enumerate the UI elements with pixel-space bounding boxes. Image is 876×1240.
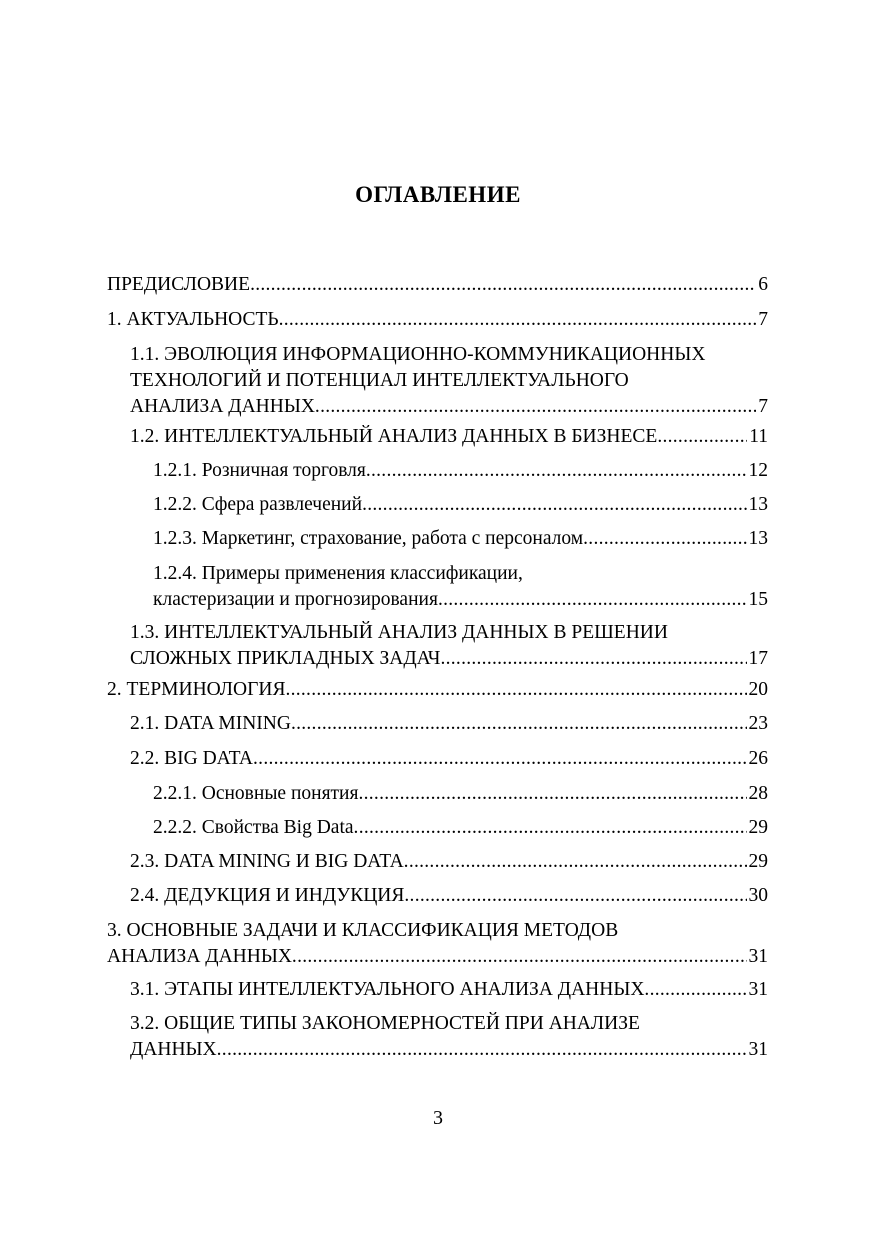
toc-entry-text: 1.2. ИНТЕЛЛЕКТУАЛЬНЫЙ АНАЛИЗ ДАННЫХ В БИЗНЕСЕ xyxy=(130,426,658,447)
toc-entry-subsection-2-2-2[interactable] xyxy=(153,815,768,841)
dot-leader xyxy=(438,587,747,613)
toc-entry-text: АНАЛИЗА ДАННЫХ xyxy=(130,396,315,417)
toc-page-number: 26 xyxy=(748,748,768,769)
toc-entry-text: 3.2. ОБЩИЕ ТИПЫ ЗАКОНОМЕРНОСТЕЙ ПРИ АНАЛИЗЕ xyxy=(130,1013,640,1034)
toc-entry-text: ДАННЫХ xyxy=(130,1039,217,1060)
toc-entry-section-2-2[interactable] xyxy=(130,746,768,772)
toc-entry-subsection-1-2-1[interactable] xyxy=(153,458,768,484)
dot-leader xyxy=(354,815,747,841)
toc-entry-text: 2.4. ДЕДУКЦИЯ И ИНДУКЦИЯ xyxy=(130,885,405,906)
toc-entry-preface[interactable] xyxy=(107,272,768,298)
toc-entry-chapter-1[interactable] xyxy=(107,307,768,333)
dot-leader xyxy=(253,746,746,772)
toc-page-number: 31 xyxy=(748,946,768,967)
dot-leader xyxy=(285,677,746,703)
toc-entry-text: 1.1. ЭВОЛЮЦИЯ ИНФОРМАЦИОННО-КОММУНИКАЦИОННЫХ xyxy=(130,344,706,365)
toc-entry-section-2-3[interactable] xyxy=(130,849,768,875)
dot-leader xyxy=(440,646,746,672)
dot-leader xyxy=(404,883,746,909)
dot-leader xyxy=(358,781,746,807)
toc-page-number: 12 xyxy=(748,460,768,481)
dot-leader xyxy=(362,492,746,518)
toc-page-number: 7 xyxy=(758,396,768,417)
toc-page-number: 31 xyxy=(748,979,768,1000)
dot-leader xyxy=(583,526,746,552)
toc-entry-chapter-2[interactable] xyxy=(107,677,768,703)
dot-leader xyxy=(292,944,747,970)
toc-page-number: 15 xyxy=(748,589,768,610)
toc-entry-section-2-1[interactable] xyxy=(130,711,768,737)
toc-page-number: 6 xyxy=(758,274,768,295)
toc-entry-text: СЛОЖНЫХ ПРИКЛАДНЫХ ЗАДАЧ xyxy=(130,648,441,669)
toc-entry-subsection-1-2-2[interactable] xyxy=(153,492,768,518)
toc-entry-text: 3. ОСНОВНЫЕ ЗАДАЧИ И КЛАССИФИКАЦИЯ МЕТОДОВ xyxy=(107,920,619,941)
toc-page-number: 29 xyxy=(748,851,768,872)
dot-leader xyxy=(250,272,756,298)
toc-entry-text: 2.2.2. Свойства Big Data xyxy=(153,817,354,838)
toc-entry-section-3-2[interactable] xyxy=(130,1011,768,1063)
toc-entry-section-3-1[interactable] xyxy=(130,977,768,1003)
page-title: ОГЛАВЛЕНИЕ xyxy=(355,182,521,207)
toc-page-number: 13 xyxy=(748,528,768,549)
toc-page-number: 20 xyxy=(748,679,768,700)
toc-page-number: 13 xyxy=(748,494,768,515)
toc-entry-section-1-1[interactable] xyxy=(130,342,768,420)
dot-leader xyxy=(217,1037,747,1063)
toc-entry-subsection-1-2-3[interactable] xyxy=(153,526,768,552)
toc-entry-text: 1.2.3. Маркетинг, страхование, работа с персоналом xyxy=(153,528,584,549)
toc-entry-text: 2.3. DATA MINING И BIG DATA xyxy=(130,851,404,872)
toc-entry-text: 2.2. BIG DATA xyxy=(130,748,254,769)
dot-leader xyxy=(657,424,747,450)
toc-entry-section-2-4[interactable] xyxy=(130,883,768,909)
toc-entry-subsection-1-2-4[interactable] xyxy=(153,561,768,613)
toc-entry-section-1-2[interactable] xyxy=(130,424,768,450)
toc-entry-text: ТЕХНОЛОГИЙ И ПОТЕНЦИАЛ ИНТЕЛЛЕКТУАЛЬНОГО xyxy=(130,370,629,391)
toc-entry-text: АНАЛИЗА ДАННЫХ xyxy=(107,946,292,967)
toc-entry-text: ПРЕДИСЛОВИЕ xyxy=(107,274,251,295)
toc-page-number: 30 xyxy=(748,885,768,906)
toc-entry-text: 2.2.1. Основные понятия xyxy=(153,783,359,804)
toc-entry-text: кластеризации и прогнозирования xyxy=(153,589,438,610)
toc-entry-text: 2. ТЕРМИНОЛОГИЯ xyxy=(107,679,286,700)
toc-entry-text: 1.2.2. Сфера развлечений xyxy=(153,494,363,515)
toc-entry-text: 3.1. ЭТАПЫ ИНТЕЛЛЕКТУАЛЬНОГО АНАЛИЗА ДАННЫХ xyxy=(130,979,645,1000)
dot-leader xyxy=(279,307,757,333)
toc-page-number: 28 xyxy=(748,783,768,804)
toc-entry-text: 1.2.4. Примеры применения классификации, xyxy=(153,563,523,584)
toc-page-number: 23 xyxy=(748,713,768,734)
dot-leader xyxy=(315,394,756,420)
toc-entry-text: 2.1. DATA MINING xyxy=(130,713,291,734)
toc-entry-text: 1.2.1. Розничная торговля xyxy=(153,460,366,481)
toc-page-number: 7 xyxy=(758,309,768,330)
toc-page-number: 11 xyxy=(749,426,768,447)
dot-leader xyxy=(404,849,747,875)
toc-page-number: 17 xyxy=(748,648,768,669)
toc-page-number: 29 xyxy=(748,817,768,838)
dot-leader xyxy=(366,458,747,484)
toc-entry-text: 1.3. ИНТЕЛЛЕКТУАЛЬНЫЙ АНАЛИЗ ДАННЫХ В РЕШЕНИИ xyxy=(130,622,668,643)
page-number: 3 xyxy=(433,1107,443,1129)
dot-leader xyxy=(291,711,747,737)
toc-entry-subsection-2-2-1[interactable] xyxy=(153,781,768,807)
toc-page-number: 31 xyxy=(748,1039,768,1060)
toc-entry-section-1-3[interactable] xyxy=(130,620,768,672)
toc-entry-text: 1. АКТУАЛЬНОСТЬ xyxy=(107,309,279,330)
dot-leader xyxy=(644,977,746,1003)
toc-entry-chapter-3[interactable] xyxy=(107,918,768,970)
